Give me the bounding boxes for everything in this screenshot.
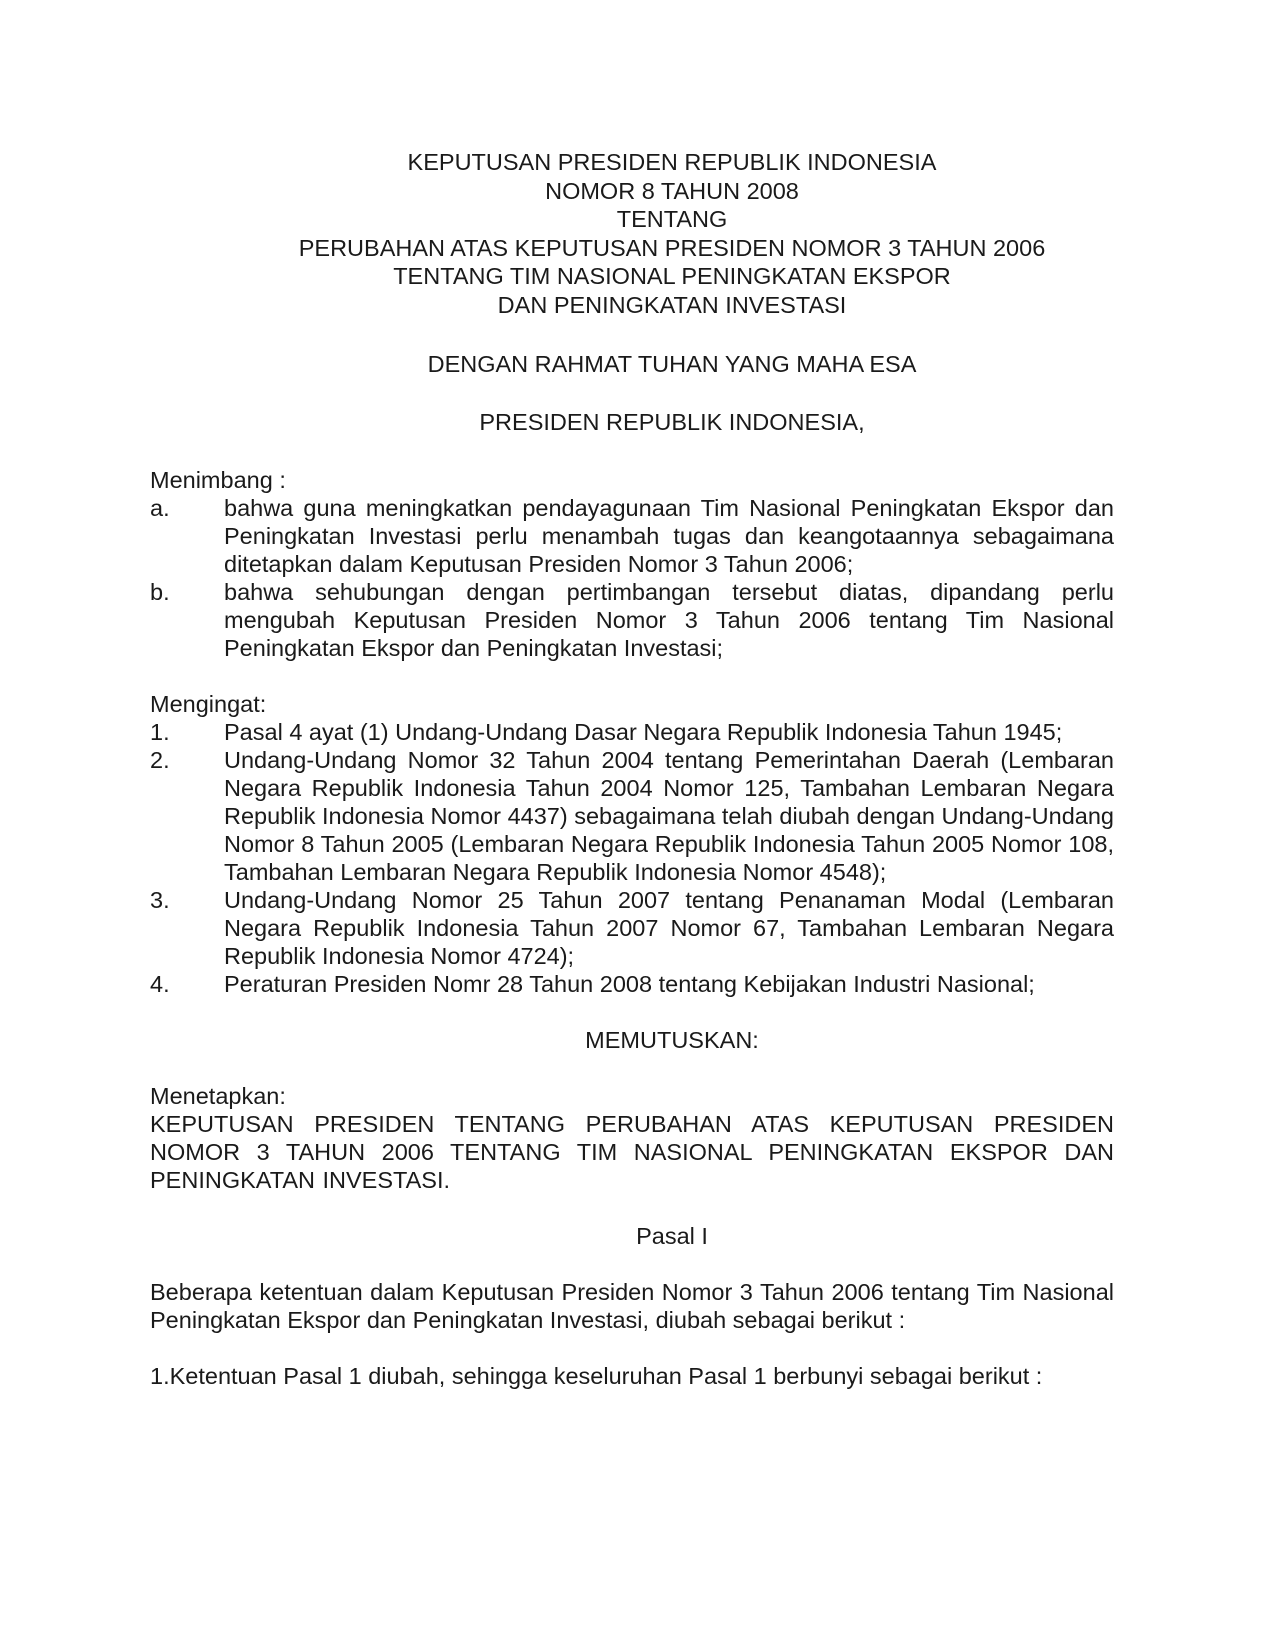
menetapkan-text: KEPUTUSAN PRESIDEN TENTANG PERUBAHAN ATAS KEPUTUSAN PRESIDEN NOMOR 3 TAHUN 2006 TENTANG TIM NASIONAL PENINGKATAN EKSPOR DAN PENINGKATAN INVESTASI. [150,1110,1114,1193]
menetapkan-label: Menetapkan: [150,1082,286,1109]
list-marker: b. [150,578,170,605]
list-marker: 2. [150,746,170,773]
rahmat-line: DENGAN RAHMAT TUHAN YANG MAHA ESA [427,350,917,377]
title-line-6: DAN PENINGKATAN INVESTASI [497,291,847,318]
pasal-item-1: 1.Ketentuan Pasal 1 diubah, sehingga keseluruhan Pasal 1 berbunyi sebagai berikut : [150,1362,1043,1389]
list-marker: 3. [150,886,170,913]
title-line-2: NOMOR 8 TAHUN 2008 [545,177,799,204]
mengingat-item [150,886,1114,970]
pasal-intro: Beberapa ketentuan dalam Keputusan Presiden Nomor 3 Tahun 2006 tentang Tim Nasional Peningkatan Ekspor dan Peningkatan Investasi, diubah sebagai berikut : [150,1278,1114,1333]
menimbang-section [150,466,1114,662]
mengingat-item [150,746,1114,886]
mengingat-item [150,970,1114,998]
presiden-line: PRESIDEN REPUBLIK INDONESIA, [479,408,865,435]
menimbang-item [150,494,1114,578]
list-text: Undang-Undang Nomor 32 Tahun 2004 tentang Pemerintahan Daerah (Lembaran Negara Republik Indonesia Tahun 2004 Nomor 125, Tambahan Lembaran Negara Republik Indonesia Nomor 4437) sebagaimana telah diubah dengan Undang-Undang Nomor 8 Tahun 2005 (Lembaran Negara Republik Indonesia Tahun 2005 Nomor 108, Tambahan Lembaran Negara Republik Indonesia Nomor 4548); [224,746,1114,885]
document-page [150,148,1114,1390]
list-text: bahwa guna meningkatkan pendayagunaan Tim Nasional Peningkatan Ekspor dan Peningkatan Investasi perlu menambah tugas dan keangotaannya sebagaimana ditetapkan dalam Keputusan Presiden Nomor 3 Tahun 2006; [224,494,1114,577]
menimbang-label: Menimbang : [150,466,286,493]
list-text: Pasal 4 ayat (1) Undang-Undang Dasar Negara Republik Indonesia Tahun 1945; [224,718,1063,745]
menimbang-item [150,578,1114,662]
menetapkan-section [150,1082,1114,1194]
list-marker: 1. [150,718,170,745]
pasal-title: Pasal I [636,1222,708,1249]
list-text: Undang-Undang Nomor 25 Tahun 2007 tentang Penanaman Modal (Lembaran Negara Republik Indonesia Tahun 2007 Nomor 67, Tambahan Lembaran Negara Republik Indonesia Nomor 4724); [224,886,1114,969]
mengingat-section [150,690,1114,998]
mengingat-label: Mengingat: [150,690,267,717]
list-text: Peraturan Presiden Nomr 28 Tahun 2008 tentang Kebijakan Industri Nasional; [224,970,1035,997]
list-text: bahwa sehubungan dengan pertimbangan tersebut diatas, dipandang perlu mengubah Keputusan Presiden Nomor 3 Tahun 2006 tentang Tim Nasional Peningkatan Ekspor dan Peningkatan Investasi; [224,578,1114,661]
title-line-1: KEPUTUSAN PRESIDEN REPUBLIK INDONESIA [407,149,937,175]
title-line-5: TENTANG TIM NASIONAL PENINGKATAN EKSPOR [393,263,951,290]
title-line-3: TENTANG [616,206,728,233]
list-marker: a. [150,494,170,521]
title-line-4: PERUBAHAN ATAS KEPUTUSAN PRESIDEN NOMOR 3 TAHUN 2006 [298,234,1046,261]
document-title-block [190,148,1154,320]
list-marker: 4. [150,970,170,997]
memutuskan-heading: MEMUTUSKAN: [585,1026,759,1053]
mengingat-item [150,718,1114,746]
